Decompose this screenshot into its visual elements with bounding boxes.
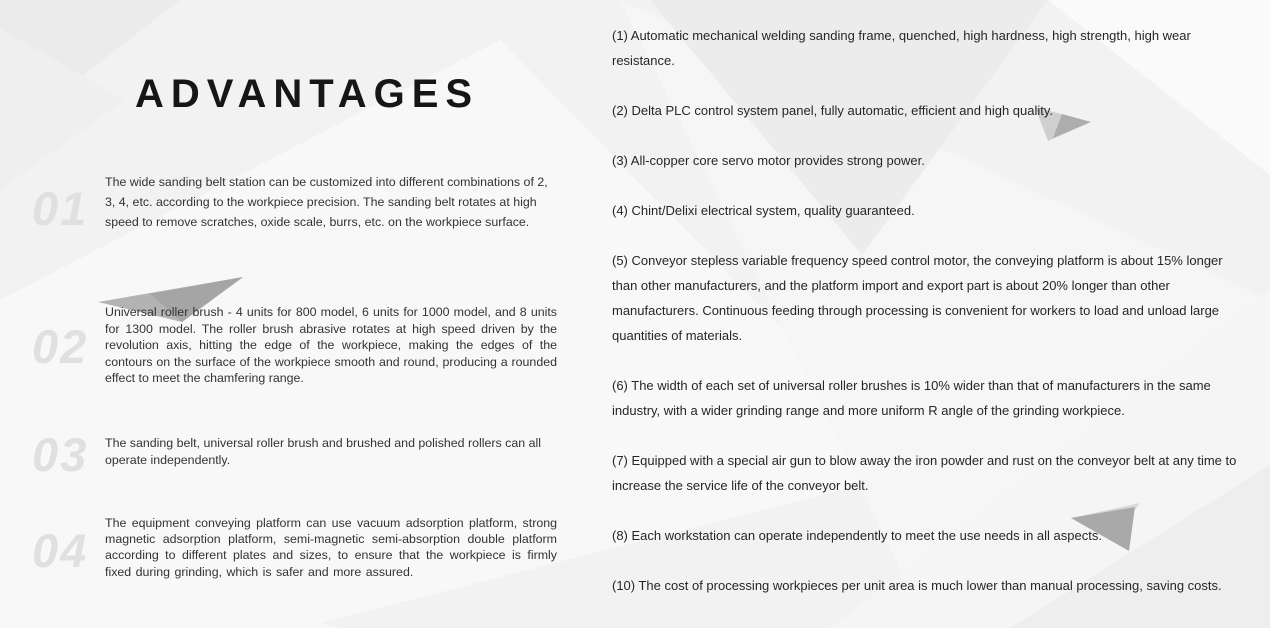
feature-item-7: (7) Equipped with a special air gun to blow away the iron powder and rust on the conveyor belt at any time to increase the service life of the conveyor belt.: [612, 453, 1237, 493]
advantage-text-02: Universal roller brush - 4 units for 800 model, 6 units for 1000 model, and 8 units for 1300 model. The roller brush abrasive rotates at high speed driven by the revolution axis, hitting the edge of the workpiece, making the edges of the contours on the surface of the workpiece smooth and round, producing a rounded effect to meet the chamfering range.: [105, 305, 557, 386]
feature-list: [612, 23, 1248, 623]
advantage-text-04: The equipment conveying platform can use vacuum adsorption platform, strong magnetic adsorption platform, semi-magnetic semi-absorption double platform according to different plates and sizes, to ensure that the workpiece is firmly fixed during grinding, which is safer and more assured.: [105, 516, 557, 579]
feature-item-3: (3) All-copper core servo motor provides strong power.: [612, 153, 925, 168]
feature-item-2: (2) Delta PLC control system panel, fully automatic, efficient and high quality.: [612, 103, 1054, 118]
feature-item-6: (6) The width of each set of universal roller brushes is 10% wider than that of manufacturers in the same industry, with a wider grinding range and more uniform R angle of the grinding workpiece.: [612, 378, 1211, 418]
feature-item-5: (5) Conveyor stepless variable frequency speed control motor, the conveying platform is about 15% longer than other manufacturers, and the platform import and export part is about 20% longer than other manufacturers. Continuous feeding through processing is convenient for workers to load and unload large quantities of materials.: [612, 253, 1223, 343]
advantage-number-04: 04: [32, 524, 89, 577]
page-title: ADVANTAGES: [135, 72, 480, 116]
feature-item-4: (4) Chint/Delixi electrical system, quality guaranteed.: [612, 203, 915, 218]
advantage-text-01: The wide sanding belt station can be customized into different combinations of 2, 3, 4, etc. according to the workpiece precision. The sanding belt rotates at high speed to remove scratches, oxide scale, burrs, etc. on the workpiece surface.: [105, 175, 548, 229]
advantage-number-01: 01: [32, 182, 89, 235]
feature-item-10: (10) The cost of processing workpieces per unit area is much lower than manual processing, saving costs.: [612, 578, 1222, 593]
advantage-number-03: 03: [32, 428, 89, 481]
feature-item-8: (8) Each workstation can operate independently to meet the use needs in all aspects.: [612, 528, 1102, 543]
feature-item-1: (1) Automatic mechanical welding sanding frame, quenched, high hardness, high strength, high wear resistance.: [612, 28, 1191, 68]
advantage-number-02: 02: [32, 320, 89, 373]
advantage-text-03: The sanding belt, universal roller brush and brushed and polished rollers can all operate independently.: [105, 436, 541, 467]
